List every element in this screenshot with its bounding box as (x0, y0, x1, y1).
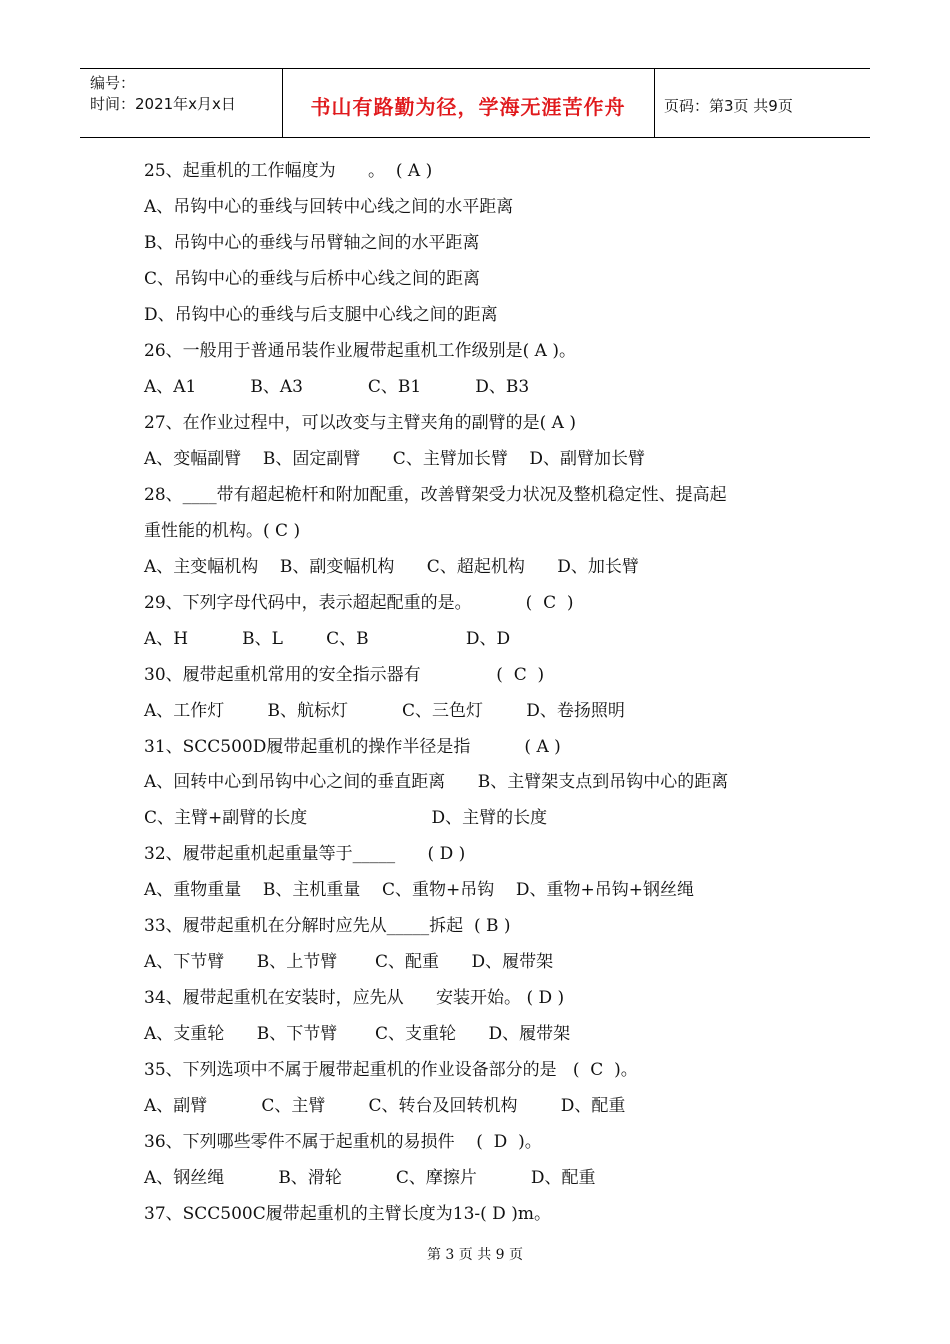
time-label: 时间：2021年x月x日 (90, 95, 236, 113)
text-line: 37、SCC500C履带起重机的主臂长度为13-( D )m。 (144, 1204, 551, 1224)
text-line: A、吊钩中心的垂线与回转中心线之间的水平距离 (144, 197, 514, 217)
number-label: 编号： (90, 74, 136, 92)
text-line: 31、SCC500D履带起重机的操作半径是指 ( A ) (144, 737, 561, 757)
text-line: 26、一般用于普通吊装作业履带起重机工作级别是( A )。 (144, 341, 576, 361)
text-line: 29、下列字母代码中，表示超起配重的是。 ( C ) (144, 593, 574, 613)
text-line: 28、____带有超起桅杆和附加配重，改善臂架受力状况及整机稳定性、提高起 (144, 485, 727, 505)
text-line: B、吊钩中心的垂线与吊臂轴之间的水平距离 (144, 233, 480, 253)
text-line: C、吊钩中心的垂线与后桥中心线之间的距离 (144, 269, 481, 289)
page-footer: 第 3 页 共 9 页 (426, 1247, 524, 1263)
text-line: A、H B、L C、B D、D (144, 629, 511, 649)
text-line: A、变幅副臂 B、固定副臂 C、主臂加长臂 D、副臂加长臂 (144, 449, 646, 469)
text-line: A、主变幅机构 B、副变幅机构 C、超起机构 D、加长臂 (144, 557, 639, 577)
text-line: A、重物重量 B、主机重量 C、重物+吊钩 D、重物+吊钩+钢丝绳 (144, 880, 694, 900)
text-line: 30、履带起重机常用的安全指示器有 ( C ) (144, 665, 545, 685)
page-header (80, 68, 870, 138)
text-line: 36、下列哪些零件不属于起重机的易损件 ( D )。 (144, 1132, 542, 1152)
text-line: 32、履带起重机起重量等于_____ ( D ) (144, 844, 466, 864)
text-line: A、A1 B、A3 C、B1 D、B3 (144, 377, 530, 397)
page-number-label: 页码：第3页 共9页 (664, 97, 793, 115)
text-line: C、主臂+副臂的长度 D、主臂的长度 (144, 808, 548, 828)
text-line: A、下节臂 B、上节臂 C、配重 D、履带架 (144, 952, 554, 972)
text-line: 35、下列选项中不属于履带起重机的作业设备部分的是 ( C )。 (144, 1060, 638, 1080)
motto: 书山有路勤为径，学海无涯苦作舟 (310, 95, 626, 119)
text-line: A、支重轮 B、下节臂 C、支重轮 D、履带架 (144, 1024, 571, 1044)
header-meta (90, 73, 236, 115)
text-line: 重性能的机构。( C ) (144, 521, 301, 541)
text-line: D、吊钩中心的垂线与后支腿中心线之间的距离 (144, 305, 498, 325)
text-line: 27、在作业过程中，可以改变与主臂夹角的副臂的是( A ) (144, 413, 576, 433)
text-line: A、副臂 C、主臂 C、转台及回转机构 D、配重 (144, 1096, 626, 1116)
text-line: 34、履带起重机在安装时，应先从 安装开始。 ( D ) (144, 988, 565, 1008)
text-line: A、回转中心到吊钩中心之间的垂直距离 B、主臂架支点到吊钩中心的距离 (144, 772, 729, 792)
text-line: 33、履带起重机在分解时应先从_____拆起 ( B ) (144, 916, 511, 936)
header-divider (654, 69, 655, 137)
text-line: A、工作灯 B、航标灯 C、三色灯 D、卷扬照明 (144, 701, 625, 721)
text-line: 25、起重机的工作幅度为 。 ( A ) (144, 161, 433, 181)
text-line: A、钢丝绳 B、滑轮 C、摩擦片 D、配重 (144, 1168, 596, 1188)
